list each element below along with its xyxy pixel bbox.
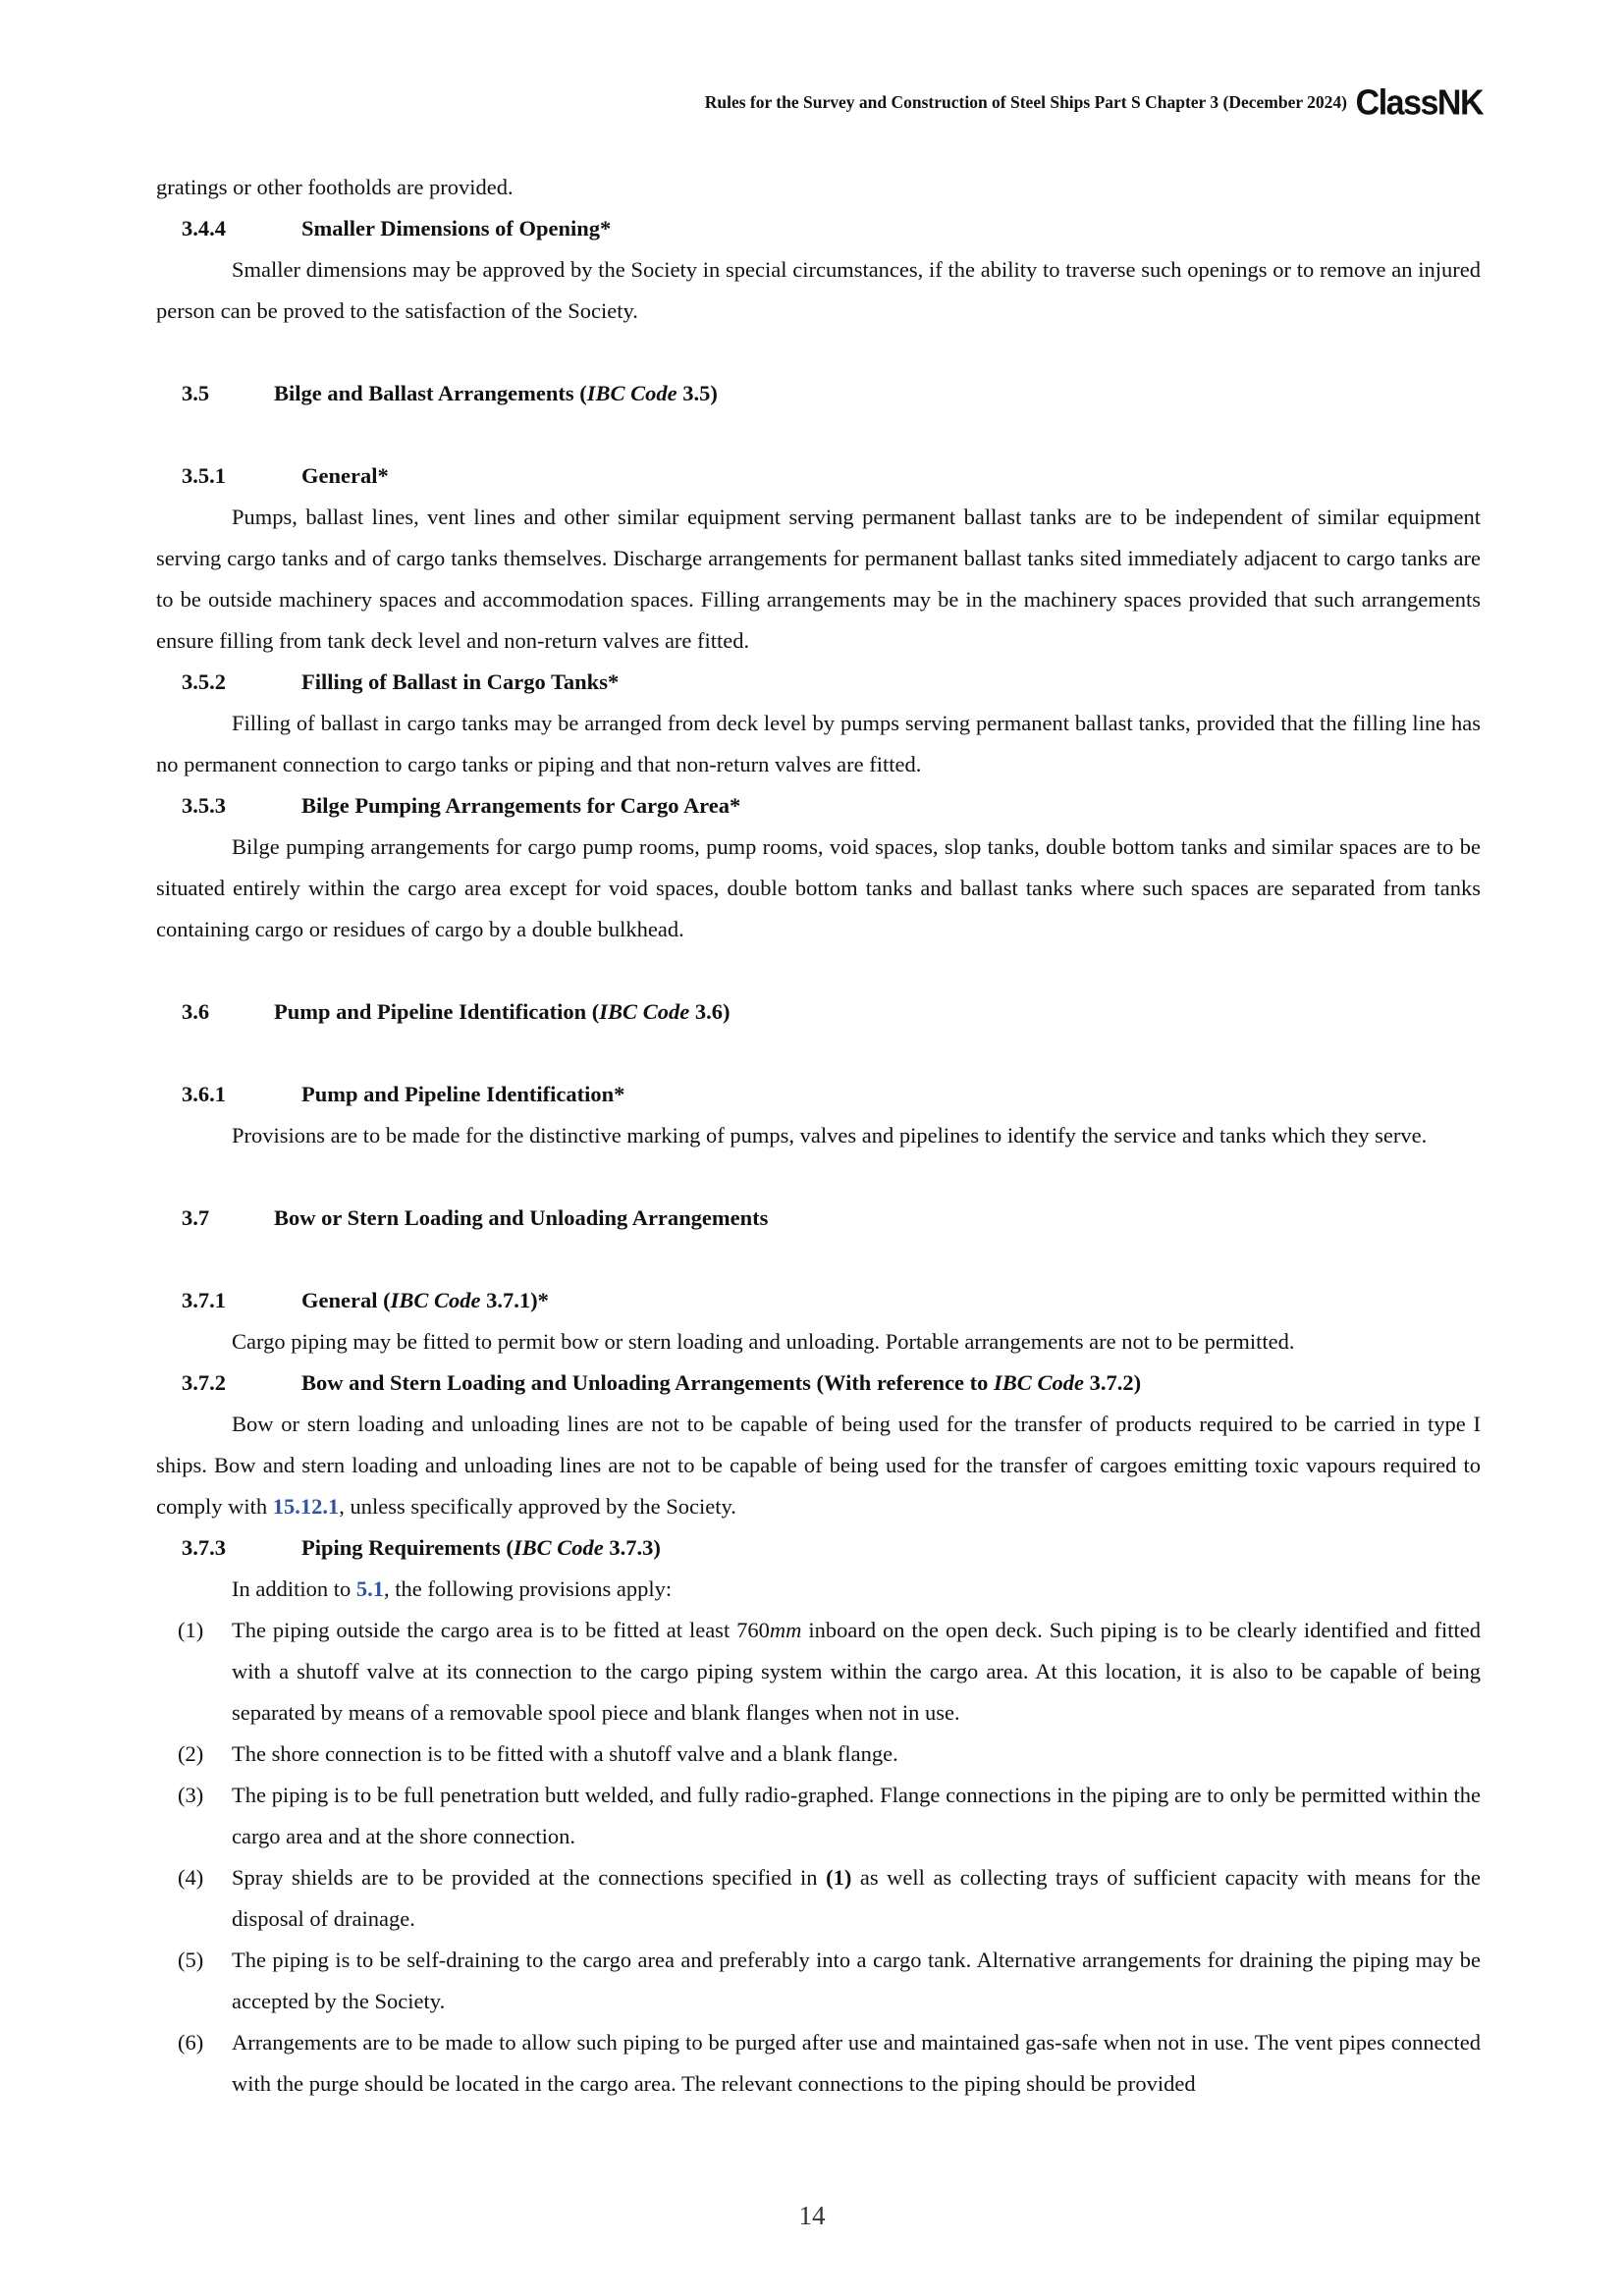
paragraph-3-5-3: Bilge pumping arrangements for cargo pump rooms, pump rooms, void spaces, slop tanks, double bottom tanks and similar spaces are to be situated entirely within the cargo area except for void spaces, double bottom tanks and ballast tanks where such spaces are separated from tanks containing cargo or residues of cargo by a double bulkhead. bbox=[156, 834, 1481, 941]
list-number: (2) bbox=[178, 1741, 204, 1766]
paragraph-3-7-3-intro: In addition to 5.1, the following provisions apply: bbox=[232, 1576, 673, 1601]
classnk-logo: ClassNK bbox=[1355, 83, 1483, 123]
heading-3-4-4 bbox=[156, 208, 1481, 249]
section-number: 3.6.1 bbox=[182, 1082, 226, 1106]
section-number: 3.5 bbox=[182, 381, 210, 405]
section-title: Filling of Ballast in Cargo Tanks* bbox=[301, 669, 620, 694]
section-number: 3.7.1 bbox=[182, 1288, 226, 1312]
heading-3-7-3: 3.7.3 Piping Requirements (IBC Code 3.7.3) bbox=[156, 1527, 1481, 1569]
paragraph-3-6-1: Provisions are to be made for the distinctive marking of pumps, valves and pipelines to identify the service and tanks which they serve. bbox=[232, 1123, 1428, 1148]
heading-3-7 bbox=[156, 1198, 1481, 1239]
section-title: Smaller Dimensions of Opening* bbox=[301, 216, 612, 240]
inline-reference: (1) bbox=[826, 1865, 852, 1890]
list-item: (3) The piping is to be full penetration butt welded, and fully radio-graphed. Flange connections in the piping are to only be permitted within the cargo area and at the shore connection. bbox=[156, 1775, 1481, 1857]
heading-3-7-1: 3.7.1 General (IBC Code 3.7.1)* bbox=[156, 1280, 1481, 1321]
section-number: 3.4.4 bbox=[182, 216, 226, 240]
section-title: Bilge Pumping Arrangements for Cargo Area* bbox=[301, 793, 741, 818]
section-number: 3.7.2 bbox=[182, 1370, 226, 1395]
header-title: Rules for the Survey and Construction of Steel Ships Part S Chapter 3 (December 2024) bbox=[704, 92, 1347, 112]
heading-3-5: 3.5 Bilge and Ballast Arrangements (IBC Code 3.5) bbox=[156, 373, 1481, 414]
heading-3-5-1 bbox=[156, 455, 1481, 497]
continued-paragraph: gratings or other footholds are provided. bbox=[156, 175, 514, 199]
list-item: (6) Arrangements are to be made to allow such piping to be purged after use and maintained gas-safe when not in use. The vent pipes connected with the purge should be located in the cargo area. The relevant connections to the piping should be provided bbox=[156, 2022, 1481, 2105]
heading-3-6: 3.6 Pump and Pipeline Identification (IBC Code 3.6) bbox=[156, 991, 1481, 1033]
section-number: 3.7.3 bbox=[182, 1535, 226, 1560]
heading-3-5-2 bbox=[156, 662, 1481, 703]
heading-3-7-2: 3.7.2 Bow and Stern Loading and Unloading Arrangements (With reference to IBC Code 3.7.2) bbox=[156, 1362, 1481, 1404]
heading-3-5-3 bbox=[156, 785, 1481, 827]
list-number: (1) bbox=[178, 1618, 204, 1642]
paragraph-3-7-2: Bow or stern loading and unloading lines are not to be capable of being used for the transfer of products required to be carried in type I ships. Bow and stern loading and unloading lines are not to be capable of being used for the transfer of cargoes emitting toxic vapours required to comply with 15.12.1, unless specifically approved by the Society. bbox=[156, 1412, 1481, 1519]
list-item: (4) Spray shields are to be provided at the connections specified in (1) as well as collecting trays of sufficient capacity with means for the disposal of drainage. bbox=[156, 1857, 1481, 1940]
section-number: 3.6 bbox=[182, 999, 210, 1024]
section-title: Pump and Pipeline Identification* bbox=[301, 1082, 625, 1106]
paragraph-3-5-1: Pumps, ballast lines, vent lines and other similar equipment serving permanent ballast tanks are to be independent of similar equipment serving cargo tanks and of cargo tanks themselves. Discharge arrangements for permanent ballast tanks sited immediately adjacent to cargo tanks are to be outside machinery spaces and accommodation spaces. Filling arrangements may be in the machinery spaces provided that such arrangements ensure filling from tank deck level and non-return valves are fitted. bbox=[156, 505, 1481, 653]
page-number: 14 bbox=[798, 2201, 826, 2230]
list-number: (5) bbox=[178, 1948, 204, 1972]
document-body bbox=[156, 167, 1481, 2105]
list-number: (4) bbox=[178, 1865, 204, 1890]
section-title: General* bbox=[301, 463, 389, 488]
list-number: (3) bbox=[178, 1783, 204, 1807]
section-number: 3.7 bbox=[182, 1205, 210, 1230]
list-item: (5) The piping is to be self-draining to the cargo area and preferably into a cargo tank. Alternative arrangements for draining the piping may be accepted by the Society. bbox=[156, 1940, 1481, 2022]
reference-link-15-12-1[interactable]: 15.12.1 bbox=[272, 1494, 340, 1519]
heading-3-6-1 bbox=[156, 1074, 1481, 1115]
section-number: 3.5.2 bbox=[182, 669, 226, 694]
reference-link-5-1[interactable]: 5.1 bbox=[355, 1576, 384, 1601]
page-header bbox=[530, 84, 1483, 124]
list-item: (2) The shore connection is to be fitted with a shutoff valve and a blank flange. bbox=[156, 1734, 1481, 1775]
section-number: 3.5.1 bbox=[182, 463, 226, 488]
paragraph-3-4-4: Smaller dimensions may be approved by the Society in special circumstances, if the ability to traverse such openings or to remove an injured person can be proved to the satisfaction of the Society. bbox=[156, 257, 1481, 323]
list-item: (1) The piping outside the cargo area is to be fitted at least 760mm inboard on the open deck. Such piping is to be clearly identified and fitted with a shutoff valve at its connection to the cargo piping system within the cargo area. At this location, it is also to be capable of being separated by means of a removable spool piece and blank flanges when not in use. bbox=[156, 1610, 1481, 1734]
list-number: (6) bbox=[178, 2030, 204, 2055]
paragraph-3-7-1: Cargo piping may be fitted to permit bow or stern loading and unloading. Portable arrangements are not to be permitted. bbox=[232, 1329, 1295, 1354]
section-title: Bow or Stern Loading and Unloading Arrangements bbox=[274, 1205, 769, 1230]
section-number: 3.5.3 bbox=[182, 793, 226, 818]
paragraph-3-5-2: Filling of ballast in cargo tanks may be arranged from deck level by pumps serving permanent ballast tanks, provided that the filling line has no permanent connection to cargo tanks or piping and that non-return valves are fitted. bbox=[156, 711, 1481, 776]
